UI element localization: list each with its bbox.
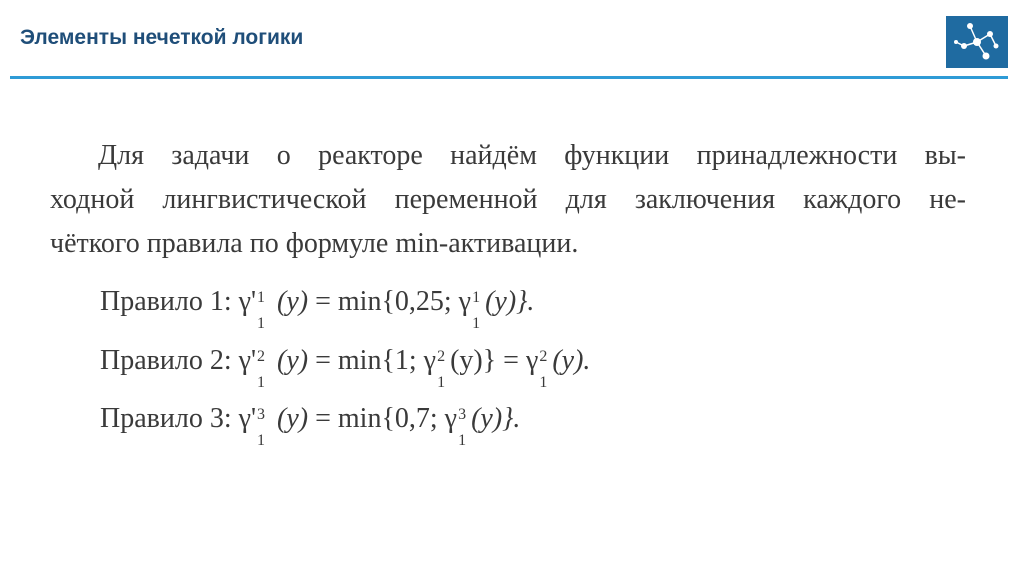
subscript: 1 xyxy=(437,374,446,391)
rule-1-formula xyxy=(100,286,535,332)
subscript: 1 xyxy=(458,432,467,449)
subscript: 1 xyxy=(472,315,481,332)
body-paragraph xyxy=(50,134,966,266)
expression-tail: (y)} = γ xyxy=(450,345,539,376)
min-expression: = min{0,7; γ xyxy=(315,403,458,434)
gamma-symbol: γ' xyxy=(238,403,257,434)
expression-tail: (y)}. xyxy=(485,286,535,317)
min-expression: = min{1; γ xyxy=(315,345,437,376)
paragraph-line: Для задачи о реакторе найдём функции принадлежности вы- xyxy=(98,140,966,171)
argument: (y) xyxy=(277,286,309,317)
argument: (y) xyxy=(277,403,309,434)
paragraph-line: чёткого правила по формуле min-активации. xyxy=(50,228,579,259)
paragraph-line: ходной лингвистической переменной для заключения каждого не- xyxy=(50,184,966,215)
page-title: Элементы нечеткой логики xyxy=(20,26,304,49)
rule-label: Правило 3: xyxy=(100,403,232,434)
superscript: 2 xyxy=(437,348,446,365)
header-divider xyxy=(10,76,1008,79)
superscript: 2 xyxy=(257,348,266,365)
rule-3-formula xyxy=(100,403,521,449)
expression-tail: (y)}. xyxy=(471,403,521,434)
rule-2-formula xyxy=(100,345,591,391)
superscript: 3 xyxy=(257,406,266,423)
subscript: 1 xyxy=(257,432,266,449)
subscript: 1 xyxy=(539,374,548,391)
expression-end: (y). xyxy=(552,345,591,376)
superscript: 1 xyxy=(472,289,481,306)
subscript: 1 xyxy=(257,374,266,391)
gamma-symbol: γ' xyxy=(238,286,257,317)
min-expression: = min{0,25; γ xyxy=(315,286,472,317)
argument: (y) xyxy=(277,345,309,376)
superscript: 2 xyxy=(539,348,548,365)
subscript: 1 xyxy=(257,315,266,332)
superscript: 1 xyxy=(257,289,266,306)
rule-label: Правило 2: xyxy=(100,345,232,376)
gamma-symbol: γ' xyxy=(238,345,257,376)
superscript: 3 xyxy=(458,406,467,423)
network-molecule-icon xyxy=(946,16,1008,68)
rule-label: Правило 1: xyxy=(100,286,232,317)
